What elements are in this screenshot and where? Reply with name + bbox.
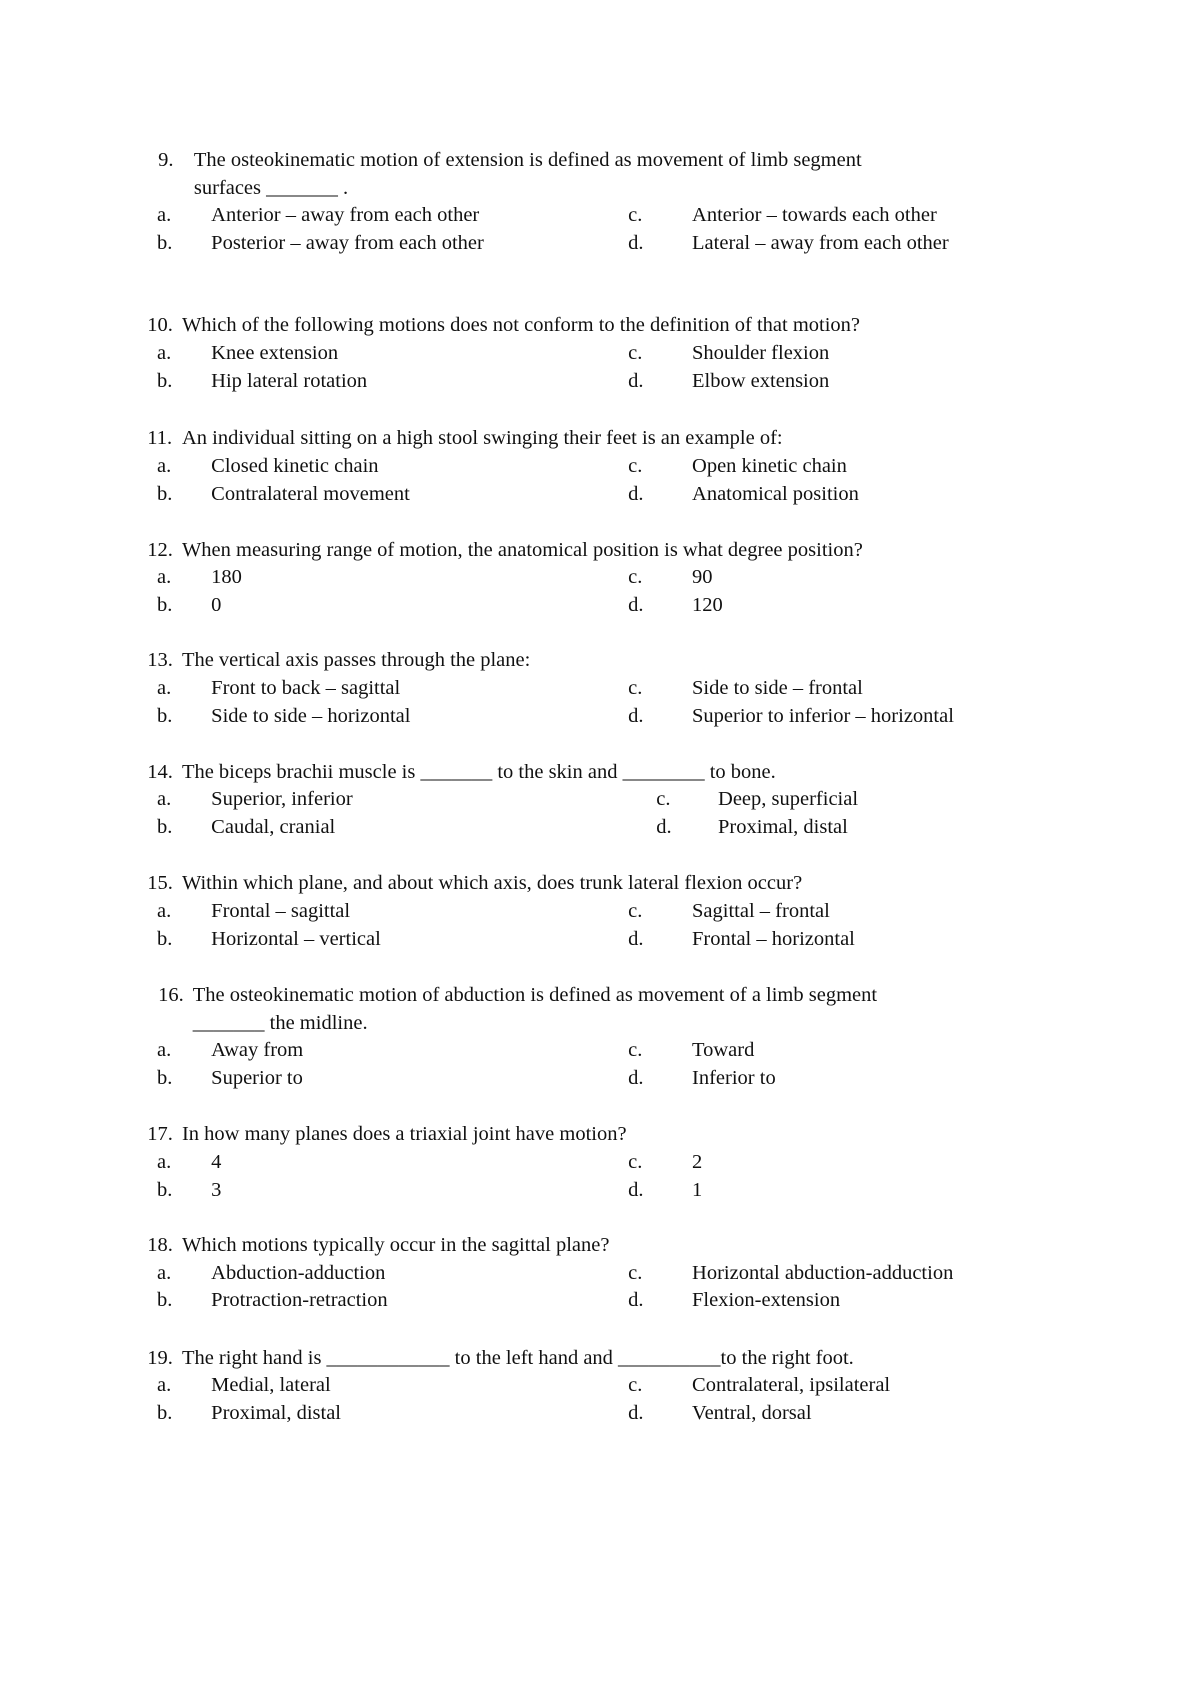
option-letter: a. (157, 566, 172, 589)
question-stem: An individual sitting on a high stool swinging their feet is an example of: (181, 427, 783, 450)
option-letter: d. (628, 231, 644, 254)
option-letter: b. (157, 704, 173, 727)
question-stem: Which motions typically occur in the sagittal plane? (181, 1233, 610, 1256)
question-number: 17. (147, 1123, 173, 1146)
option-letter: c. (628, 566, 643, 589)
option-text: Protraction-retraction (211, 1289, 388, 1312)
option-text: Closed kinetic chain (211, 454, 379, 477)
option-letter: a. (157, 1039, 172, 1062)
option-text: 120 (692, 594, 723, 617)
option-letter: a. (157, 899, 172, 922)
option-text: Proximal, distal (718, 816, 848, 839)
option-text: Inferior to (692, 1066, 776, 1089)
option-text: Knee extension (211, 342, 339, 365)
option-text: Open kinetic chain (692, 454, 847, 477)
question-stem: The osteokinematic motion of abduction is defined as movement of a limb segment (192, 983, 878, 1006)
option-text: Horizontal – vertical (211, 927, 381, 950)
question-stem: _______ the midline. (192, 1011, 368, 1034)
option-text: 3 (211, 1178, 222, 1201)
option-text: Caudal, cranial (211, 816, 336, 839)
question-number: 16. (158, 983, 184, 1006)
option-text: Elbow extension (692, 369, 830, 392)
option-text: Anterior – towards each other (692, 204, 937, 227)
option-letter: b. (157, 927, 173, 950)
option-text: Anatomical position (692, 482, 859, 505)
option-letter: b. (157, 1289, 173, 1312)
option-text: Superior to inferior – horizontal (692, 704, 954, 727)
option-text: Contralateral, ipsilateral (692, 1374, 891, 1397)
option-text: Lateral – away from each other (692, 231, 949, 254)
option-letter: b. (157, 594, 173, 617)
option-text: 0 (211, 594, 222, 617)
question-number: 10. (147, 314, 173, 337)
option-letter: b. (157, 1178, 173, 1201)
option-text: 2 (692, 1151, 703, 1174)
option-letter: b. (157, 482, 173, 505)
option-letter: b. (157, 1402, 173, 1425)
option-text: Horizontal abduction-adduction (692, 1261, 954, 1284)
option-text: Deep, superficial (718, 788, 859, 811)
option-text: 4 (211, 1151, 222, 1174)
question-stem: Within which plane, and about which axis, does trunk lateral flexion occur? (181, 872, 803, 895)
option-text: Superior to (211, 1066, 303, 1089)
option-letter: a. (157, 454, 172, 477)
option-text: Toward (692, 1039, 755, 1062)
option-text: Side to side – horizontal (211, 704, 411, 727)
question-stem: Which of the following motions does not conform to the definition of that motion? (181, 314, 861, 337)
option-letter: b. (157, 231, 173, 254)
question-stem: The right hand is ____________ to the left hand and __________to the right foot. (181, 1346, 854, 1369)
option-letter: a. (157, 1151, 172, 1174)
option-text: Posterior – away from each other (211, 231, 484, 254)
question-stem: The osteokinematic motion of extension is defined as movement of limb segment (193, 148, 862, 171)
question-number: 18. (147, 1233, 173, 1256)
option-text: 1 (692, 1178, 703, 1201)
option-text: Shoulder flexion (692, 342, 830, 365)
option-letter: a. (157, 788, 172, 811)
option-text: Contralateral movement (211, 482, 410, 505)
question-number: 11. (147, 427, 173, 450)
option-letter: d. (628, 482, 644, 505)
option-letter: c. (628, 1261, 643, 1284)
option-letter: d. (628, 1402, 644, 1425)
option-text: Frontal – horizontal (692, 927, 855, 950)
question-stem: surfaces _______ . (193, 176, 349, 199)
option-text: Hip lateral rotation (211, 369, 368, 392)
option-text: Superior, inferior (211, 788, 353, 811)
option-letter: d. (628, 369, 644, 392)
question-number: 19. (147, 1346, 173, 1369)
option-text: Abduction-adduction (211, 1261, 386, 1284)
option-text: Away from (211, 1039, 304, 1062)
option-letter: a. (157, 342, 172, 365)
option-letter: c. (628, 454, 643, 477)
option-letter: d. (628, 1066, 644, 1089)
question-number: 15. (147, 872, 173, 895)
option-text: Ventral, dorsal (692, 1402, 812, 1425)
option-letter: a. (157, 204, 172, 227)
option-letter: c. (628, 1374, 643, 1397)
option-text: Anterior – away from each other (211, 204, 480, 227)
option-letter: c. (628, 204, 643, 227)
question-stem: In how many planes does a triaxial joint have motion? (181, 1123, 627, 1146)
option-letter: c. (628, 1039, 643, 1062)
option-text: Medial, lateral (211, 1374, 331, 1397)
option-text: Flexion-extension (692, 1289, 841, 1312)
option-letter: b. (157, 369, 173, 392)
option-text: Side to side – frontal (692, 676, 863, 699)
option-letter: d. (628, 1289, 644, 1312)
option-text: 90 (692, 566, 713, 589)
question-number: 12. (147, 538, 173, 561)
question-number: 14. (147, 760, 173, 783)
option-letter: c. (628, 899, 643, 922)
option-letter: c. (656, 788, 671, 811)
question-stem: The vertical axis passes through the plane: (181, 649, 531, 672)
option-letter: b. (157, 816, 173, 839)
option-letter: c. (628, 676, 643, 699)
option-letter: c. (628, 342, 643, 365)
option-text: Front to back – sagittal (211, 676, 401, 699)
question-number: 9. (158, 148, 174, 171)
question-stem: The biceps brachii muscle is _______ to the skin and ________ to bone. (181, 760, 776, 783)
option-letter: a. (157, 676, 172, 699)
question-stem: When measuring range of motion, the anatomical position is what degree position? (181, 538, 863, 561)
option-letter: d. (628, 927, 644, 950)
option-letter: d. (628, 1178, 644, 1201)
option-letter: c. (628, 1151, 643, 1174)
option-letter: a. (157, 1261, 172, 1284)
option-letter: d. (628, 704, 644, 727)
option-text: Frontal – sagittal (211, 899, 351, 922)
option-letter: a. (157, 1374, 172, 1397)
option-text: Sagittal – frontal (692, 899, 830, 922)
option-text: 180 (211, 566, 242, 589)
option-letter: d. (656, 816, 672, 839)
option-letter: d. (628, 594, 644, 617)
question-number: 13. (147, 649, 173, 672)
option-letter: b. (157, 1066, 173, 1089)
option-text: Proximal, distal (211, 1402, 341, 1425)
